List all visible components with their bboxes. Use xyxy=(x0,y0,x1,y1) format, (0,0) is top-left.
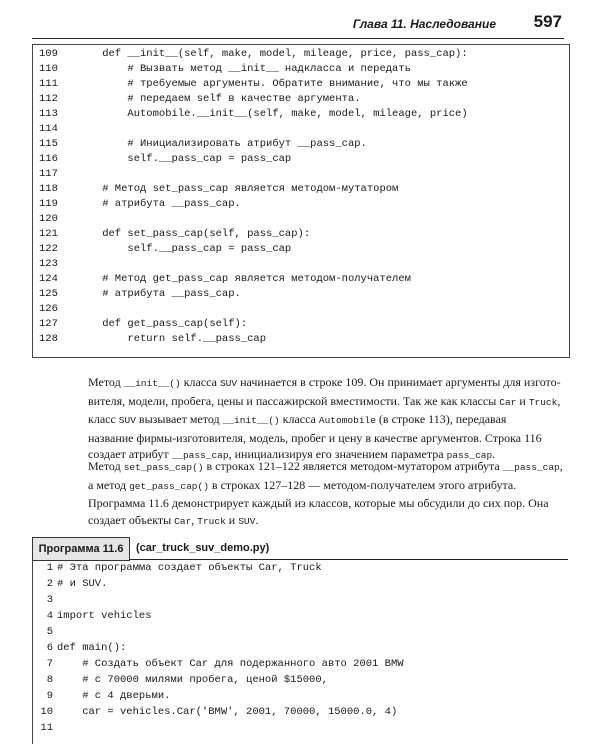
program-listing xyxy=(32,560,569,744)
line-number: 116 xyxy=(39,153,58,165)
code-text: # и SUV. xyxy=(57,578,108,590)
program-filename: (car_truck_suv_demo.py) xyxy=(136,542,270,554)
page-header xyxy=(32,8,564,39)
code-text: # с 70000 милями пробега, ценой $15000, xyxy=(57,674,328,686)
program-label: Программа 11.6 xyxy=(32,537,130,561)
code-text: self.__pass_cap = pass_cap xyxy=(77,243,292,255)
line-number: 5 xyxy=(46,626,53,638)
line-number: 113 xyxy=(39,108,58,120)
line-number: 119 xyxy=(39,198,58,210)
line-number: 120 xyxy=(39,213,58,225)
line-number: 10 xyxy=(40,706,53,718)
code-text: import vehicles xyxy=(57,610,152,622)
code-text: # Инициализировать атрибут __pass_cap. xyxy=(77,138,367,150)
para-line: класс SUV вызывает метод __init__() класса Automobile (в строке 113), передавая xyxy=(88,412,507,427)
line-number: 111 xyxy=(39,78,58,90)
code-text: def get_pass_cap(self): xyxy=(77,318,248,330)
code-text: # требуемые аргументы. Обратите внимание, что мы также xyxy=(77,78,468,90)
code-text: def main(): xyxy=(57,642,127,654)
code-text: # Метод set_pass_cap является методом-мутатором xyxy=(77,183,399,195)
code-text: # Вызвать метод __init__ надкласса и передать xyxy=(77,63,411,75)
code-text: # атрибута __pass_cap. xyxy=(77,288,241,300)
line-number: 122 xyxy=(39,243,58,255)
code-text: # Создать объект Car для подержанного авто 2001 BMW xyxy=(57,658,404,670)
para-line: вителя, модели, пробега, цены и пассажирской вместимости. Так же как классы Car и Truck, xyxy=(88,393,561,408)
line-number: 11 xyxy=(40,722,53,734)
line-number: 123 xyxy=(39,258,58,270)
paragraph-program-intro xyxy=(88,495,568,530)
page-number: 597 xyxy=(533,12,562,31)
para-line: Программа 11.6 демонстрирует каждый из классов, которые мы обсудили до сих пор. Она xyxy=(88,496,549,510)
line-number: 1 xyxy=(46,562,53,574)
code-listing-box xyxy=(32,44,570,358)
chapter-title: Глава 11. Наследование xyxy=(352,17,496,31)
code-text: self.__pass_cap = pass_cap xyxy=(77,153,292,165)
paragraph-mutator-description xyxy=(88,458,568,495)
code-text: # с 4 дверьми. xyxy=(57,690,171,702)
code-text: # Метод get_pass_cap является методом-получателем xyxy=(77,273,411,285)
line-number: 117 xyxy=(39,168,58,180)
paragraph-init-description xyxy=(88,374,568,465)
para-line: создает атрибут __pass_cap, инициализируя его значением параметра pass_cap. xyxy=(88,447,496,462)
code-text: # атрибута __pass_cap. xyxy=(77,198,241,210)
line-number: 7 xyxy=(46,658,53,670)
line-number: 126 xyxy=(39,303,58,315)
line-number: 121 xyxy=(39,228,58,240)
line-number: 115 xyxy=(39,138,58,150)
para-line: создает объекты Car, Truck и SUV. xyxy=(88,512,259,527)
line-number: 2 xyxy=(46,578,53,590)
line-number: 9 xyxy=(46,690,53,702)
line-number: 127 xyxy=(39,318,58,330)
para-line: Метод set_pass_cap() в строках 121–122 является методом-мутатором атрибута __pass_cap, xyxy=(88,459,563,473)
code-text: def set_pass_cap(self, pass_cap): xyxy=(77,228,311,240)
line-number: 8 xyxy=(46,674,53,686)
line-number: 118 xyxy=(39,183,58,195)
line-number: 128 xyxy=(39,333,58,345)
code-text: def __init__(self, make, model, mileage, price, pass_cap): xyxy=(77,48,468,60)
line-number: 109 xyxy=(39,48,58,60)
code-text: # Эта программа создает объекты Car, Truck xyxy=(57,562,322,574)
para-line: а метод get_pass_cap() в строках 127–128 — методом-получателем этого атрибута. xyxy=(88,477,517,492)
line-number: 3 xyxy=(46,594,53,606)
code-text: car = vehicles.Car('BMW', 2001, 70000, 15000.0, 4) xyxy=(57,706,398,718)
line-number: 110 xyxy=(39,63,58,75)
para-line: название фирмы-изготовителя, модель, пробег и цену в качестве аргументов. Строка 116 xyxy=(88,430,542,445)
line-number: 4 xyxy=(46,610,53,622)
code-text: Automobile.__init__(self, make, model, mileage, price) xyxy=(77,108,468,120)
line-number: 125 xyxy=(39,288,58,300)
line-number: 112 xyxy=(39,93,58,105)
para-line: Метод __init__() класса SUV начинается в строке 109. Он принимает аргументы для изгото- xyxy=(88,375,561,389)
line-number: 114 xyxy=(39,123,58,135)
code-text: return self.__pass_cap xyxy=(77,333,267,345)
line-number: 124 xyxy=(39,273,58,285)
program-heading xyxy=(32,537,568,560)
code-text: # передаем self в качестве аргумента. xyxy=(77,93,361,105)
line-number: 6 xyxy=(46,642,53,654)
